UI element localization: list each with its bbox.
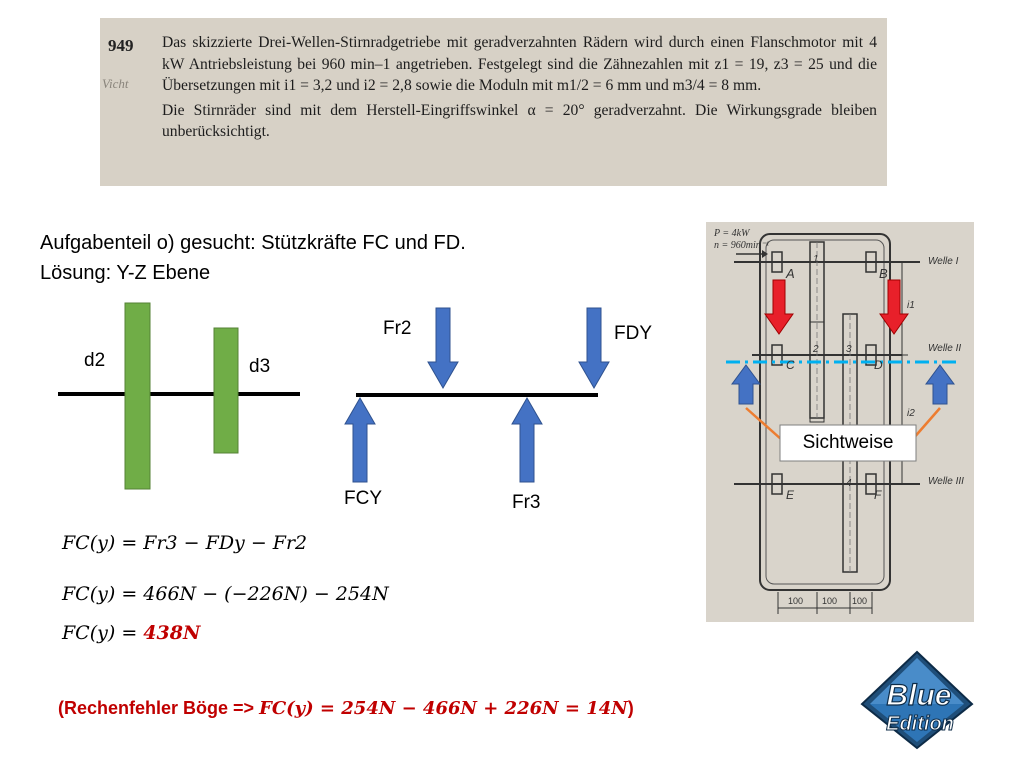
task-text [162,32,877,146]
label-bearing-c: C [786,358,795,372]
blue-edition-logo [858,650,976,750]
label-bearing-d: D [874,358,883,372]
arrow-fcy [345,398,375,482]
correction-note [58,698,634,719]
correction-close: ) [627,698,634,718]
blue-arrow-right [926,365,954,404]
task-line-3: sind die Zähnezahlen mit z1 = 19, z3 = 25 und die Übersetzungen mit i1 = 3,2 und [162,55,877,94]
gear-d2-label: d2 [84,350,106,371]
label-fdy: FDY [614,323,652,344]
label-gear-3: 3 [846,344,852,355]
margin-note: Vicht [102,76,129,91]
label-ratio-2: i2 [907,408,915,419]
equation-1: FC(y) = Fr3 − FDy − Fr2 [62,532,308,554]
correction-text: (Rechenfehler Böge => [58,698,260,718]
equation-2: FC(y) = 466N − (−226N) − 254N [62,583,389,605]
label-ratio-1: i1 [907,300,915,311]
label-gear-4: 4 [846,478,852,489]
label-fcy: FCY [344,488,382,509]
arrow-fr2 [428,308,458,388]
task-line-4: i2 = 2,8 sowie die Moduln mit m1/2 = 6 mm und m3/4 = 8 mm. [363,77,762,94]
correction-formula: FC(y) = 254N − 466N + 226N = 14N [259,698,628,719]
label-fr3: Fr3 [512,492,541,513]
logo-word-2: Edition [886,713,954,735]
gear-d3 [214,328,238,453]
label-bearing-f: F [874,488,882,502]
task-line-2: einen Flanschmotor mit 4 kW Antriebsleistung bei 960 min–1 angetrieben. Festgelegt [162,34,877,73]
gearbox-svg [706,222,974,622]
drawing-speed: n = 960min⁻¹ [714,240,770,251]
logo-diamond [858,650,976,750]
task-line-6: Wirkungsgrade bleiben unberücksichtigt. [162,101,877,140]
label-dim-1: 100 [788,596,804,606]
heading-line-1: Aufgabenteil o) gesucht: Stützkräfte FC und FD. [40,232,466,254]
label-shaft-2: Welle II [928,343,962,354]
label-bearing-a: A [786,266,795,281]
red-arrow-left [765,280,793,334]
task-number: 949 [108,36,134,55]
task-line-5: Die Stirnräder sind mit dem Herstell-Eingriffswinkel α = 20° geradverzahnt. Die [162,101,718,119]
logo-word-1: Blue [886,679,952,712]
label-dim-2: 100 [822,596,838,606]
label-fr2: Fr2 [383,318,412,339]
arrow-fr3 [512,398,542,482]
gearbox-drawing [706,222,974,622]
shaft-sketch [50,295,310,495]
gear-d2 [125,303,150,489]
label-shaft-3: Welle III [928,476,964,487]
blue-arrow-left [732,365,760,404]
label-gear-2: 2 [813,344,819,355]
equation-3-left: FC(y) = [62,622,144,644]
equation-3 [62,622,200,644]
heading-line-2: Lösung: Y-Z Ebene [40,262,211,284]
input-arrow-head [762,250,768,258]
gear-d3-label: d3 [249,356,271,377]
view-label: Sichtweise [802,432,894,453]
connector-left [746,408,782,440]
label-dim-3: 100 [852,596,868,606]
task-scan [100,18,887,186]
drawing-power: P = 4kW [714,228,750,239]
task-line-1: Das skizzierte Drei-Wellen-Stirnradgetriebe mit geradverzahnten Rädern wird durch [162,34,705,51]
equation-3-result: 438N [143,622,201,644]
label-gear-1: 1 [813,254,819,265]
label-shaft-1: Welle I [928,256,959,267]
label-bearing-e: E [786,488,795,502]
label-bearing-b: B [879,266,888,281]
arrow-fdy [579,308,609,388]
